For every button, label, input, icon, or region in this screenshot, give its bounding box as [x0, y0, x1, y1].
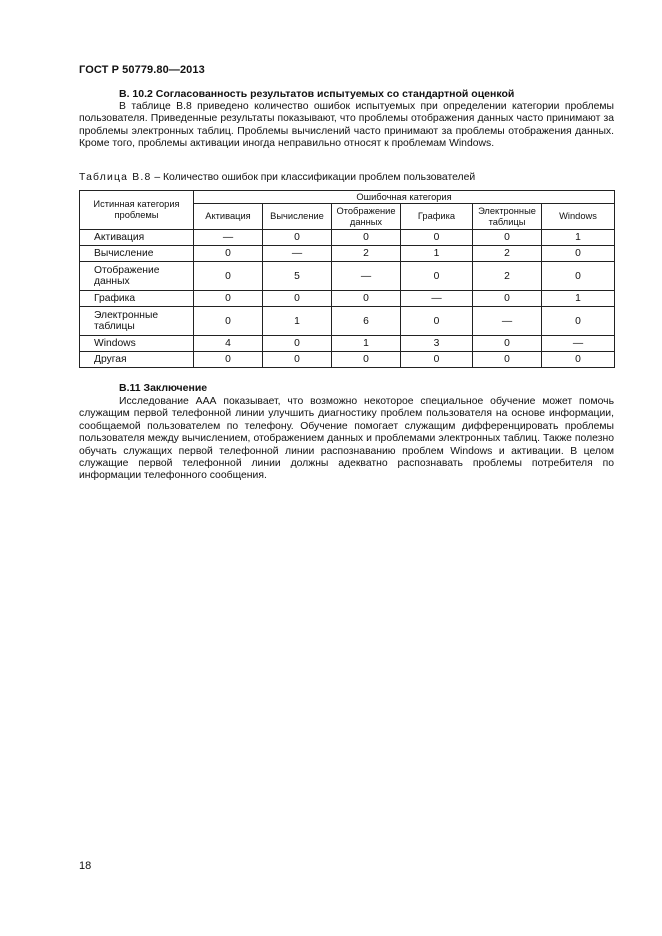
- row-label: Вычисление: [80, 246, 194, 262]
- table-cell: 4: [194, 336, 263, 352]
- row-label: Windows: [80, 336, 194, 352]
- table-cell: 0: [263, 352, 332, 368]
- group-header-cell: Ошибочная категория: [194, 191, 615, 204]
- section-b10-2-paragraph: В таблице В.8 приведено количество ошибок испытуемых при определении категории проблемы пользователя. Приведенные результаты показывают, что проблемы отображения данных часто принимают за проблемы электронных таблиц. Проблемы вычислений часто принимают за проблемы отображения данных. Кроме того, проблемы активации иногда неправильно относят к проблемам Windows.: [79, 101, 614, 150]
- table-cell: —: [332, 262, 401, 291]
- table-cell: 0: [194, 246, 263, 262]
- table-cell: 0: [194, 307, 263, 336]
- table-cell: 0: [263, 336, 332, 352]
- section-b10-2-title: В. 10.2 Согласованность результатов испытуемых со стандартной оценкой: [119, 88, 515, 100]
- column-header: Вычисление: [263, 204, 332, 230]
- table-cell: 0: [473, 336, 542, 352]
- row-label: Электронные таблицы: [80, 307, 194, 336]
- column-header: Графика: [401, 204, 473, 230]
- table-row: [80, 307, 615, 336]
- table-cell: —: [473, 307, 542, 336]
- table-cell: 0: [473, 230, 542, 246]
- table-caption-text: – Количество ошибок при классификации проблем пользователей: [151, 172, 476, 183]
- document-standard-header: ГОСТ Р 50779.80—2013: [79, 64, 205, 76]
- table-caption-label: Таблица В.8: [79, 172, 152, 183]
- table-cell: —: [194, 230, 263, 246]
- table-cell: 3: [401, 336, 473, 352]
- table-cell: 2: [332, 246, 401, 262]
- row-label: Другая: [80, 352, 194, 368]
- row-label: Отображение данных: [80, 262, 194, 291]
- row-header-cell: Истинная категория проблемы: [80, 191, 194, 230]
- table-cell: 0: [473, 352, 542, 368]
- table-cell: 0: [542, 246, 615, 262]
- row-label: Графика: [80, 291, 194, 307]
- table-row: [80, 352, 615, 368]
- section-b11-paragraph: Исследование ААА показывает, что возможно некоторое специальное обучение может помочь служащим первой телефонной линии улучшить диагностику проблем пользователя на основе информации, сообщаемой пользователем по телефону. Обучение помогает служащим дифференцировать проблемы пользователя между вычислением, отображением данных и проблемами электронных таблиц. Также полезно обучать служащих первой телефонной линии распознаванию проблем Windows и активации. В целом служащие первой телефонной линии должны адекватно распознавать проблемы потребителя по информации телефонного сообщения.: [79, 396, 614, 482]
- table-cell: 0: [542, 262, 615, 291]
- table-cell: 0: [542, 307, 615, 336]
- table-cell: 0: [473, 291, 542, 307]
- error-classification-table: [79, 190, 615, 368]
- table-cell: 0: [401, 230, 473, 246]
- table-row: [80, 262, 615, 291]
- table-cell: 6: [332, 307, 401, 336]
- table-cell: 0: [263, 230, 332, 246]
- table-cell: 0: [332, 291, 401, 307]
- table-row: [80, 230, 615, 246]
- table-cell: 0: [401, 352, 473, 368]
- column-header: Отображение данных: [332, 204, 401, 230]
- column-header: Windows: [542, 204, 615, 230]
- page-number: 18: [79, 860, 92, 872]
- table-row: [80, 336, 615, 352]
- table-cell: 1: [542, 230, 615, 246]
- table-cell: 0: [194, 352, 263, 368]
- table-cell: 1: [401, 246, 473, 262]
- row-label: Активация: [80, 230, 194, 246]
- column-header: Электронные таблицы: [473, 204, 542, 230]
- section-b11-title: В.11 Заключение: [119, 382, 208, 394]
- table-cell: 2: [473, 262, 542, 291]
- table-cell: 1: [263, 307, 332, 336]
- table-cell: 0: [542, 352, 615, 368]
- table-cell: 0: [194, 291, 263, 307]
- table-cell: —: [401, 291, 473, 307]
- table-cell: 2: [473, 246, 542, 262]
- table-cell: 0: [332, 230, 401, 246]
- table-cell: 0: [263, 291, 332, 307]
- table-cell: —: [263, 246, 332, 262]
- table-caption: [79, 172, 475, 183]
- table-cell: 5: [263, 262, 332, 291]
- table-cell: 0: [332, 352, 401, 368]
- table-cell: 1: [542, 291, 615, 307]
- table-cell: 0: [401, 307, 473, 336]
- table-row: [80, 246, 615, 262]
- table-cell: 0: [194, 262, 263, 291]
- column-header: Активация: [194, 204, 263, 230]
- table-cell: 0: [401, 262, 473, 291]
- table-row: [80, 291, 615, 307]
- table-cell: —: [542, 336, 615, 352]
- table-cell: 1: [332, 336, 401, 352]
